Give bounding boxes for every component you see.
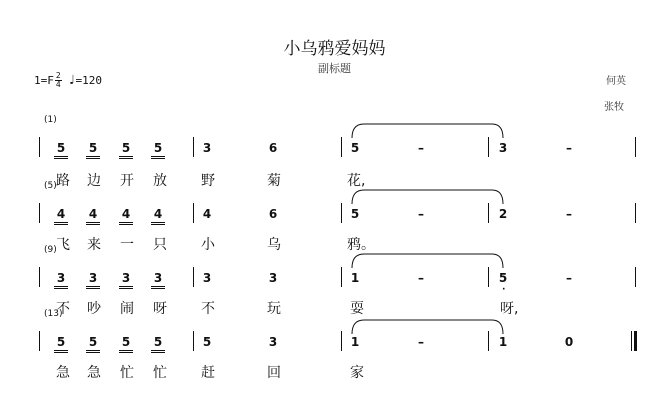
note: 3 bbox=[86, 271, 100, 289]
lyric: 放 bbox=[153, 173, 167, 189]
dash: – bbox=[418, 207, 424, 221]
lower-octave-dot: · bbox=[502, 285, 506, 295]
barline bbox=[488, 203, 489, 223]
tie-arc-row-2 bbox=[352, 190, 503, 204]
barline bbox=[193, 137, 194, 157]
barline bbox=[488, 137, 489, 157]
note-digit: 5 bbox=[498, 271, 508, 285]
barline bbox=[488, 331, 489, 351]
note: 5 bbox=[202, 335, 212, 349]
tie-arc-row-4 bbox=[352, 320, 503, 334]
score-subtitle: 副标题 bbox=[318, 62, 351, 75]
note: 1 bbox=[498, 335, 508, 349]
measure-number: (13) bbox=[44, 309, 63, 319]
lyric: 玩 bbox=[267, 301, 281, 317]
note: 3 bbox=[119, 271, 133, 289]
note: 4 bbox=[86, 207, 100, 225]
dash: – bbox=[566, 207, 572, 221]
lyric: 不 bbox=[56, 301, 70, 317]
lyric: 忙 bbox=[120, 365, 134, 381]
lyric: 家 bbox=[350, 365, 364, 381]
dash: – bbox=[418, 271, 424, 285]
note: 3 bbox=[54, 271, 68, 289]
dash: – bbox=[566, 141, 572, 155]
note: 4 bbox=[119, 207, 133, 225]
note: 5 bbox=[350, 207, 360, 221]
note: 3 bbox=[202, 271, 212, 285]
note: 5 bbox=[151, 141, 165, 159]
lyric: 花, bbox=[347, 173, 366, 189]
score-title: 小乌鸦爱妈妈 bbox=[283, 39, 386, 59]
tie-arc-row-3 bbox=[352, 254, 503, 268]
barline bbox=[193, 267, 194, 287]
barline bbox=[341, 267, 342, 287]
barline-start bbox=[39, 137, 40, 157]
tempo-value: =120 bbox=[75, 74, 103, 87]
lyricist-credit: 张牧 bbox=[604, 102, 624, 113]
lyric: 不 bbox=[201, 301, 215, 317]
measure-number: (9) bbox=[44, 245, 57, 255]
key-label: 1=F bbox=[34, 74, 54, 87]
lyric: 小 bbox=[201, 237, 215, 253]
lyric: 菊 bbox=[267, 173, 281, 189]
quarter-note-icon: ♩ bbox=[67, 73, 76, 88]
composer-credit: 何英 bbox=[606, 76, 626, 87]
lyric: 开 bbox=[120, 173, 134, 189]
lyric: 呀 bbox=[153, 301, 167, 317]
measure-number: (5) bbox=[44, 181, 57, 191]
lyric: 来 bbox=[87, 237, 101, 253]
lyric: 一 bbox=[120, 237, 134, 253]
note: 4 bbox=[151, 207, 165, 225]
lyric: 回 bbox=[267, 365, 281, 381]
barline bbox=[341, 137, 342, 157]
dash: – bbox=[566, 271, 572, 285]
measure-number: (1) bbox=[44, 115, 57, 125]
note: 2 bbox=[498, 207, 508, 221]
note: 5 bbox=[119, 335, 133, 353]
note: 5 bbox=[86, 141, 100, 159]
barline-start bbox=[39, 331, 40, 351]
barline bbox=[193, 203, 194, 223]
barline bbox=[488, 267, 489, 287]
barline bbox=[341, 331, 342, 351]
lyric: 闹 bbox=[120, 301, 134, 317]
note-low-octave bbox=[496, 271, 510, 295]
barline bbox=[193, 331, 194, 351]
lyric: 野 bbox=[201, 173, 215, 189]
dash: – bbox=[418, 141, 424, 155]
lyric: 只 bbox=[153, 237, 167, 253]
note: 3 bbox=[498, 141, 508, 155]
barline-end bbox=[635, 267, 636, 287]
lyric: 边 bbox=[87, 173, 101, 189]
lyric: 赶 bbox=[201, 365, 215, 381]
note: 5 bbox=[119, 141, 133, 159]
note: 5 bbox=[54, 141, 68, 159]
note: 1 bbox=[350, 335, 360, 349]
final-barline-thin bbox=[631, 331, 632, 351]
lyric: 吵 bbox=[87, 301, 101, 317]
lyric: 忙 bbox=[153, 365, 167, 381]
note: 5 bbox=[54, 335, 68, 353]
dash: – bbox=[418, 335, 424, 349]
lyric: 急 bbox=[56, 365, 70, 381]
note: 4 bbox=[202, 207, 212, 221]
note: 3 bbox=[268, 271, 278, 285]
note: 5 bbox=[151, 335, 165, 353]
time-sig-bottom: 4 bbox=[55, 80, 61, 89]
note: 6 bbox=[268, 207, 278, 221]
lyric: 乌 bbox=[267, 237, 281, 253]
lyric: 飞 bbox=[56, 237, 70, 253]
lyric: 急 bbox=[87, 365, 101, 381]
lyric: 路 bbox=[56, 173, 70, 189]
rest: 0 bbox=[564, 335, 574, 349]
time-sig-top: 2 bbox=[55, 71, 61, 80]
note: 3 bbox=[151, 271, 165, 289]
note: 5 bbox=[350, 141, 360, 155]
lyric: 呀, bbox=[500, 301, 519, 317]
lyric: 耍 bbox=[350, 301, 364, 317]
lyric: 鸦。 bbox=[347, 237, 375, 253]
barline-end bbox=[635, 203, 636, 223]
barline-end bbox=[635, 137, 636, 157]
note: 1 bbox=[350, 271, 360, 285]
note: 4 bbox=[54, 207, 68, 225]
barline-start bbox=[39, 267, 40, 287]
barline-start bbox=[39, 203, 40, 223]
note: 3 bbox=[268, 335, 278, 349]
tie-arc-row-1 bbox=[352, 124, 503, 138]
barline bbox=[341, 203, 342, 223]
note: 6 bbox=[268, 141, 278, 155]
final-barline-thick bbox=[634, 331, 637, 351]
note: 3 bbox=[202, 141, 212, 155]
note: 5 bbox=[86, 335, 100, 353]
